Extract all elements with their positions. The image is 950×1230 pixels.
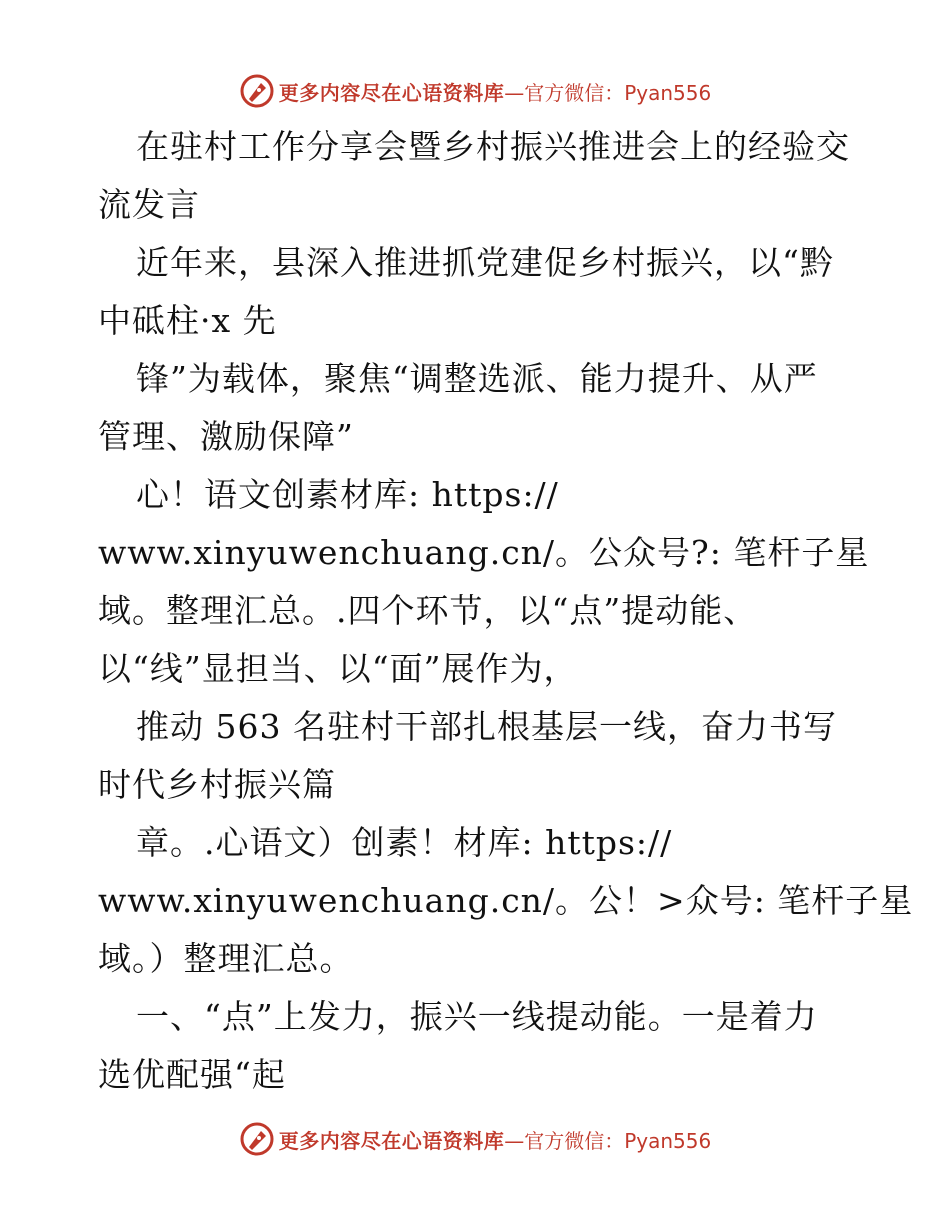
- header-banner: [0, 71, 950, 111]
- paragraph-line: 心！语文创素材库: https://: [136, 475, 559, 514]
- paragraph-line: 管理、激励保障”: [98, 417, 354, 456]
- banner-title: 更多内容尽在心语资料库: [278, 80, 505, 105]
- banner-title: 更多内容尽在心语资料库: [278, 1128, 505, 1153]
- paragraph-line: 章。.心语文）创素！材库: https://: [136, 823, 673, 862]
- paragraph-line: 以“线”显担当、以“面”展作为，: [98, 649, 578, 688]
- paragraph-line: www.xinyuwenchuang.cn/。公众号?: 笔杆子星: [98, 533, 870, 572]
- title-line-1: 在驻村工作分享会暨乡村振兴推进会上的经验交: [136, 127, 850, 166]
- banner-wechat: —官方微信：Pyan556: [504, 1128, 712, 1153]
- document-body: [98, 118, 914, 1104]
- paragraph-line: 一、“点”上发力，振兴一线提动能。一是着力: [136, 997, 818, 1036]
- pen-nib-logo-icon: [239, 73, 275, 109]
- paragraph-line: 选优配强“起: [98, 1055, 286, 1094]
- paragraph-line: 推动 563 名驻村干部扎根基层一线，奋力书写: [136, 707, 837, 746]
- paragraph-line: 近年来，县深入推进抓党建促乡村振兴，以“黔: [136, 243, 834, 282]
- pen-nib-logo-icon: [239, 1121, 275, 1157]
- paragraph-line: 域。整理汇总。.四个环节，以“点”提动能、: [98, 591, 758, 630]
- banner-wechat: —官方微信：Pyan556: [504, 80, 712, 105]
- paragraph-line: www.xinyuwenchuang.cn/。公！>众号: 笔杆子星: [98, 881, 914, 920]
- footer-banner: [0, 1119, 950, 1159]
- paragraph-line: 时代乡村振兴篇: [98, 765, 336, 804]
- paragraph-line: 域。）整理汇总。: [98, 939, 354, 978]
- paragraph-line: 中砥柱·x 先: [98, 301, 277, 340]
- title-line-2: 流发言: [98, 185, 200, 224]
- paragraph-line: 锋”为载体，聚焦“调整选派、能力提升、从严: [136, 359, 818, 398]
